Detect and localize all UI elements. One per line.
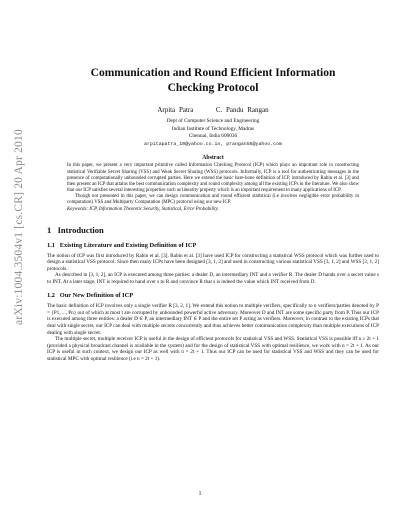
- keywords: Keywords: ICP, Information Theoretic Security, Statistical, Error Probability.: [67, 207, 219, 213]
- authors: Arpita Patra C. Pandu Rangan: [157, 106, 269, 114]
- title-line-2: Checking Protocol: [167, 82, 259, 94]
- body-paragraph: The basic definition of ICP involves only a single verifier R [3, 2, 1]. We extend this notion to multiple verifiers, specifically to n verifiers/parties denoted by P = {P1, ..., Pn} out of which at most t are corrupted by unbounded powerful active adversary. Moreover D and INT are some specific party from P. Thus our ICP is executed among three entities: a dealer D ∈ P, an intermediary INT ∈ P and the entire set P acting as verifiers. Moreover, in contrast to the existing ICPs that deal with single secret, our ICP can deal with multiple secrets concurrently and thus achieves better communication complexity than multiple executions of ICP dealing with single secret.: [47, 303, 379, 336]
- affiliation-line: Chennai, India 600036: [188, 133, 238, 140]
- affiliation: [47, 118, 379, 148]
- affiliation-line: Indian Institute of Technology, Madras: [171, 125, 255, 132]
- author-emails: arpitapatra_10@yahoo.co.in, prangan55@yahoo.com: [144, 141, 282, 147]
- body-paragraph: The multiple secret, multiple receiver ICP is useful in the design of efficient protocols for statistical VSS and WSS. Statistical VSS is possible iff n ≥ 2t + 1 (provided a physical broadcast channel is available in the system) and for the design of statistical VSS with optimal resilience, we work with n = 2t + 1. As our ICP is useful in such context, we design our ICP as well with n = 2t + 1. Thus our ICP can be used for statistical VSS and WSS and they can be used for statistical MPC with optimal resilience (i.e n = 2t + 1).: [47, 336, 379, 362]
- abstract: [67, 163, 359, 206]
- paper-page: [47, 66, 379, 362]
- page-number: 1: [198, 491, 202, 497]
- abstract-paragraph: In this paper, we present a very important primitive called Information Checking Protocol (ICP) which plays an important role in constructing statistical Verifiable Secret Sharing (VSS) and Weak Secret Sharing (WSS) protocols. Informally, ICP is a tool for authenticating messages in the presence of computationally unbounded corrupted parties. Here we extend the basic bare-bone definition of ICP, introduced by Rabin et al. [3] and then present an ICP that attains the best communication complexity and round complexity among all the existing ICPs in the literature. We also show that our ICP satisfies several interesting properties such as linearity property which is an important requirement in many applications of ICP.: [67, 163, 359, 193]
- abstract-heading: Abstract: [202, 155, 224, 162]
- body-paragraph: As described in [3, 1, 2], an ICP is executed among three parties: a dealer D, an intermediary INT and a verifier R. The dealer D hands over a secret value s to INT. At a later stage, INT is required to hand over s to R and convince R that s is indeed the value which INT received from D.: [47, 272, 379, 285]
- section-body: [47, 303, 379, 362]
- subsection-heading: 1.2 Our New Definition of ICP: [47, 292, 134, 300]
- arxiv-identifier: arXiv:1004.3504v1 [cs.CR] 20 Apr 2010: [13, 129, 25, 325]
- subsection-heading: 1.1 Existing Literature and Existing Definition of ICP: [47, 241, 197, 249]
- section-heading: 1 Introduction: [47, 224, 104, 235]
- affiliation-line: Dept of Computer Science and Engineering: [166, 118, 260, 124]
- title-line-1: Communication and Round Efficient Information: [90, 67, 336, 79]
- section-body: [47, 253, 379, 286]
- body-paragraph: The notion of ICP was first introduced by Rabin et al. [3]. Rabin et al. [3] have used ICP for constructing a statistical WSS protocol which was further used to design a statistical VSS protocol. Since then many ICPs have been designed [3, 1, 2] and used in constructing various statistical VSS [3, 1, 2] and WSS [3, 1, 2] protocols.: [47, 252, 379, 272]
- abstract-paragraph: Though not presented in this paper, we can design communication and round efficient statistical (i.e involves negligible error probability in computation) VSS and Multiparty Computation (MPC) protocol using our new ICP.: [67, 194, 359, 206]
- paper-title: [47, 66, 379, 96]
